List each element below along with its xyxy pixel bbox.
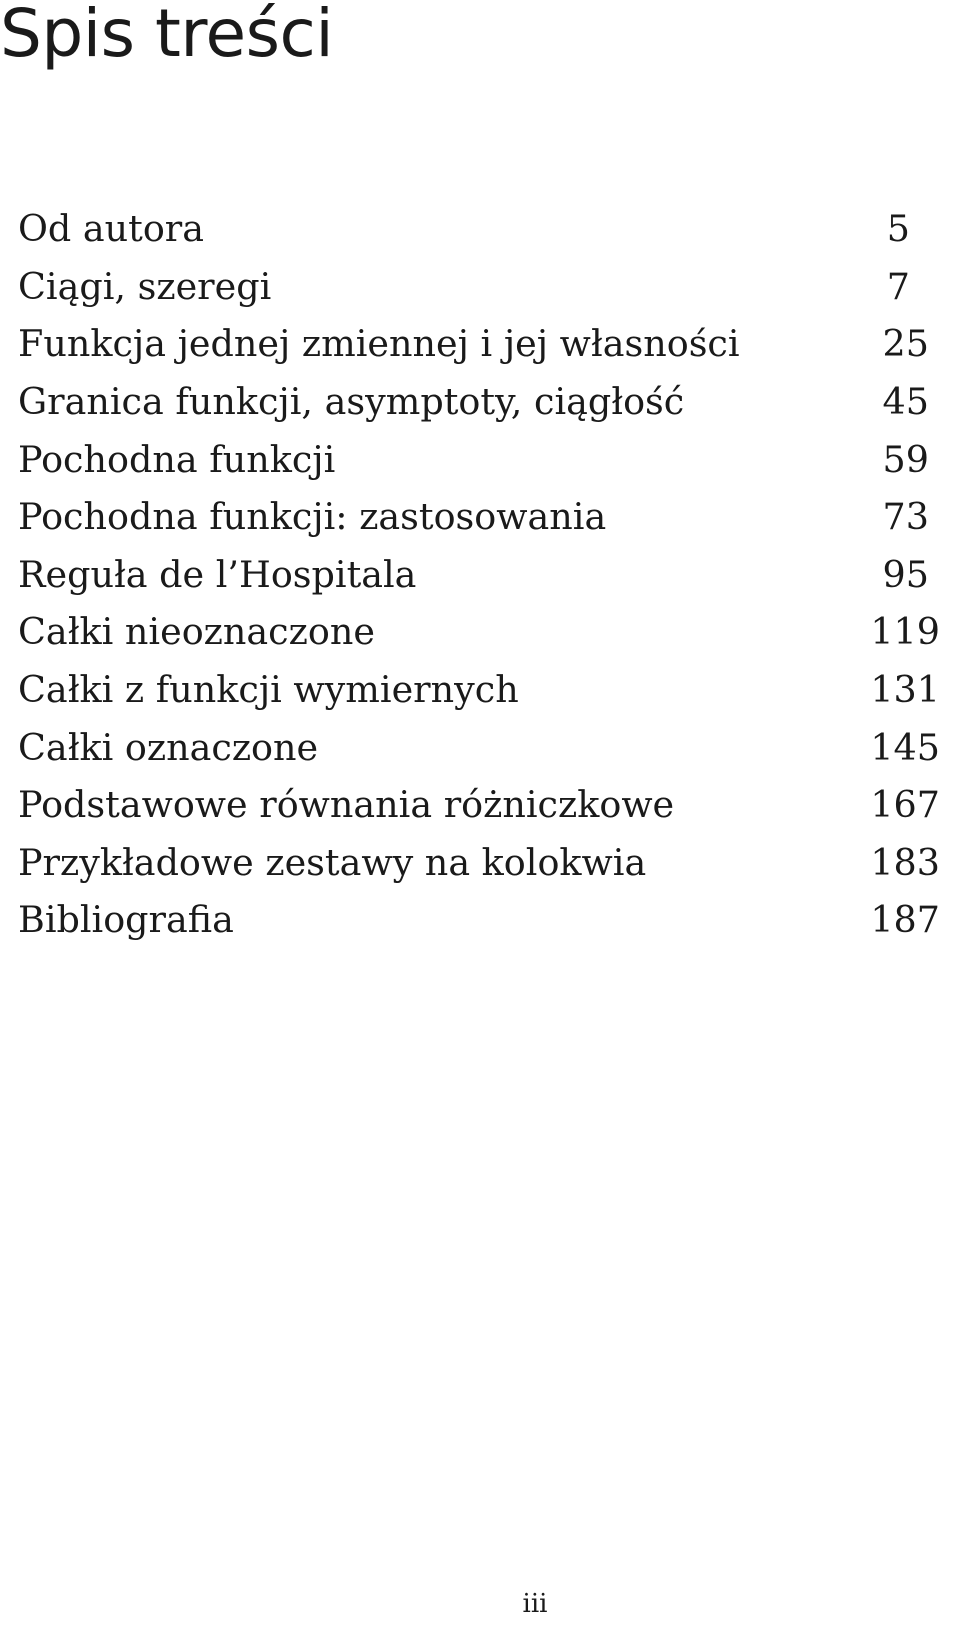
toc-entry[interactable] bbox=[18, 891, 940, 949]
toc-entry[interactable] bbox=[18, 373, 940, 431]
toc-entry[interactable] bbox=[18, 258, 940, 316]
toc-entry[interactable] bbox=[18, 430, 940, 488]
toc-entry-page: 131 bbox=[870, 668, 940, 712]
toc-entry-page: 59 bbox=[882, 437, 929, 481]
toc-entry-title: Całki oznaczone bbox=[18, 725, 319, 769]
toc-entry-page: 167 bbox=[870, 783, 940, 827]
toc-entry-page: 145 bbox=[870, 725, 940, 769]
toc-entry-title: Ciągi, szeregi bbox=[18, 264, 272, 308]
toc-entry-title: Funkcja jednej zmiennej i jej własności bbox=[18, 322, 740, 366]
toc-entry-title: Od autora bbox=[18, 207, 205, 251]
page-number: iii bbox=[522, 1589, 548, 1619]
toc-entry-page: 25 bbox=[882, 322, 929, 366]
toc-entry-title: Granica funkcji, asymptoty, ciągłość bbox=[18, 380, 685, 424]
toc-entry[interactable] bbox=[18, 546, 940, 604]
toc-entry[interactable] bbox=[18, 834, 940, 892]
toc-entry-title: Przykładowe zestawy na kolokwia bbox=[18, 840, 647, 884]
toc-entry-page: 7 bbox=[886, 264, 910, 308]
toc-entry[interactable] bbox=[18, 776, 940, 834]
toc-entry-title: Pochodna funkcji bbox=[18, 437, 336, 481]
table-of-contents bbox=[18, 200, 940, 949]
toc-entry-title: Reguła de l’Hospitala bbox=[18, 552, 417, 596]
toc-entry-page: 119 bbox=[870, 610, 940, 654]
toc-entry-title: Bibliografia bbox=[18, 898, 234, 942]
page-title: Spis treści bbox=[0, 0, 334, 72]
toc-entry-title: Całki nieoznaczone bbox=[18, 610, 375, 654]
toc-entry-page: 95 bbox=[882, 552, 929, 596]
toc-entry[interactable] bbox=[18, 200, 940, 258]
toc-entry-page: 183 bbox=[870, 840, 940, 884]
toc-entry-title: Pochodna funkcji: zastosowania bbox=[18, 495, 607, 539]
toc-entry-page: 187 bbox=[870, 898, 940, 942]
toc-entry[interactable] bbox=[18, 488, 940, 546]
toc-entry-page: 5 bbox=[886, 207, 910, 251]
toc-entry[interactable] bbox=[18, 661, 940, 719]
toc-entry-title: Całki z funkcji wymiernych bbox=[18, 668, 519, 712]
toc-entry[interactable] bbox=[18, 718, 940, 776]
toc-entry-page: 45 bbox=[882, 380, 929, 424]
toc-entry-title: Podstawowe równania różniczkowe bbox=[18, 783, 675, 827]
toc-entry-page: 73 bbox=[882, 495, 929, 539]
toc-entry[interactable] bbox=[18, 315, 940, 373]
toc-entry[interactable] bbox=[18, 603, 940, 661]
